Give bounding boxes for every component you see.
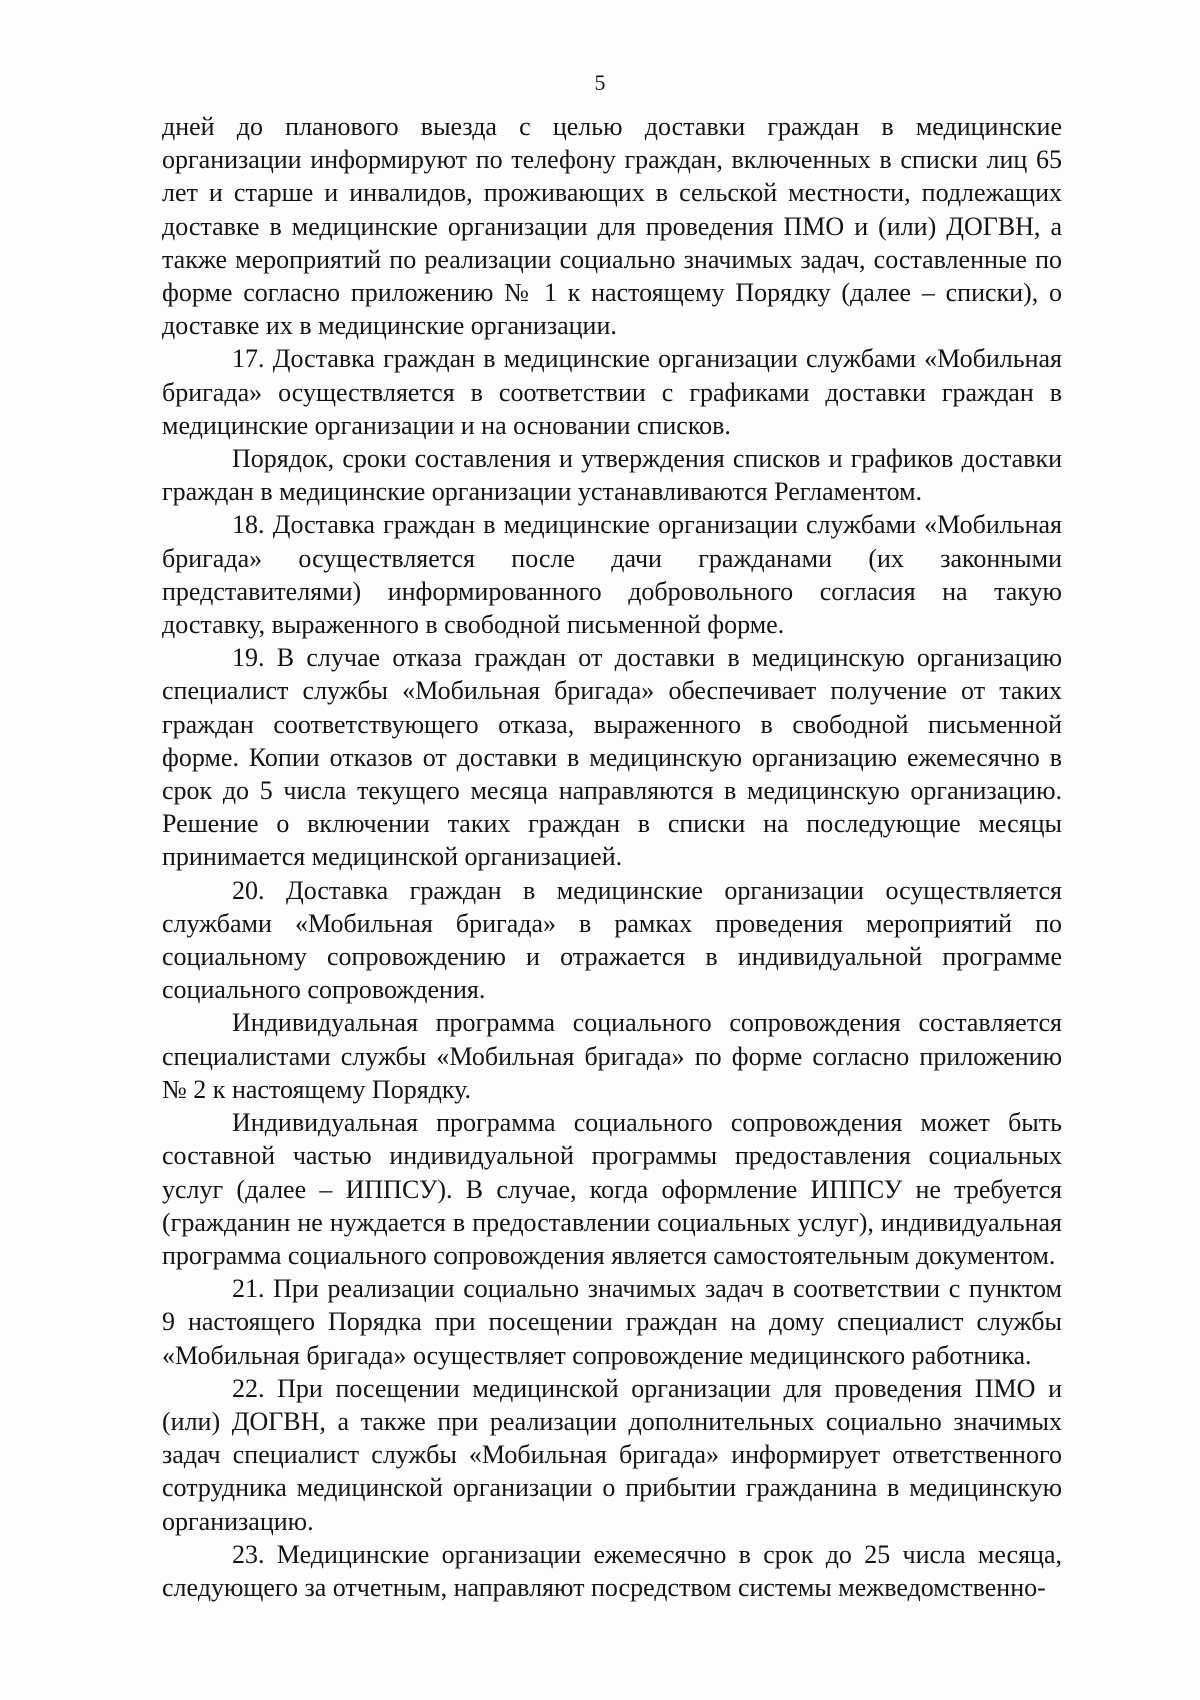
paragraph-20-ippsu: Индивидуальная программа социального сопровождения может быть составной частью индивидуальной программы предоставления социальных услуг (далее – ИППСУ). В случае, когда оформление ИППСУ не требуется (гражданин не нуждается в предоставлении социальных услуг), индивидуальная программа социального сопровождения является самостоятельным документом.: [162, 1108, 1062, 1270]
paragraph-17-procedure: Порядок, сроки составления и утверждения списков и графиков доставки граждан в медицинские организации устанавливаются Регламентом.: [162, 444, 1062, 507]
paragraph-23: 23. Медицинские организации ежемесячно в срок до 25 числа месяца, следующего за отчетным, направляют посредством системы межведомственно-: [162, 1539, 1062, 1602]
document-body: [162, 110, 1062, 1604]
paragraph-19: 19. В случае отказа граждан от доставки в медицинскую организацию специалист службы «Мобильная бригада» обеспечивает получение от таких граждан соответствующего отказа, выраженного в свободной письменной форме. Копии отказов от доставки в медицинскую организацию ежемесячно в срок до 5 числа текущего месяца направляются в медицинскую организацию. Решение о включении таких граждан в списки на последующие месяцы принимается медицинской организацией.: [162, 643, 1062, 872]
paragraph-22: 22. При посещении медицинской организации для проведения ПМО и (или) ДОГВН, а также при реализации дополнительных социально значимых задач специалист службы «Мобильная бригада» информирует ответственного сотрудника медицинской организации о прибытии гражданина в медицинскую организацию.: [162, 1373, 1062, 1536]
paragraph-continuation: дней до планового выезда с целью доставки граждан в медицинские организации информируют по телефону граждан, включенных в списки лиц 65 лет и старше и инвалидов, проживающих в сельской местности, подлежащих доставке в медицинские организации для проведения ПМО и (или) ДОГВН, а также мероприятий по реализации социально значимых задач, составленные по форме согласно приложению № 1 к настоящему Порядку (далее – списки), о доставке их в медицинские организации.: [162, 112, 1062, 341]
paragraph-17: 17. Доставка граждан в медицинские организации службами «Мобильная бригада» осуществляется в соответствии с графиками доставки граждан в медицинские организации и на основании списков.: [162, 344, 1062, 440]
paragraph-20-program: Индивидуальная программа социального сопровождения составляется специалистами службы «Мобильная бригада» по форме согласно приложению № 2 к настоящему Порядку.: [162, 1008, 1062, 1104]
page-number: 5: [594, 70, 606, 95]
paragraph-21: 21. При реализации социально значимых задач в соответствии с пунктом 9 настоящего Порядка при посещении граждан на дому специалист службы «Мобильная бригада» осуществляет сопровождение медицинского работника.: [162, 1274, 1062, 1370]
paragraph-20: 20. Доставка граждан в медицинские организации осуществляется службами «Мобильная бригада» в рамках проведения мероприятий по социальному сопровождению и отражается в индивидуальной программе социального сопровождения.: [162, 875, 1062, 1005]
paragraph-18: 18. Доставка граждан в медицинские организации службами «Мобильная бригада» осуществляется после дачи гражданами (их законными представителями) информированного добровольного согласия на такую доставку, выраженного в свободной письменной форме.: [162, 510, 1062, 640]
